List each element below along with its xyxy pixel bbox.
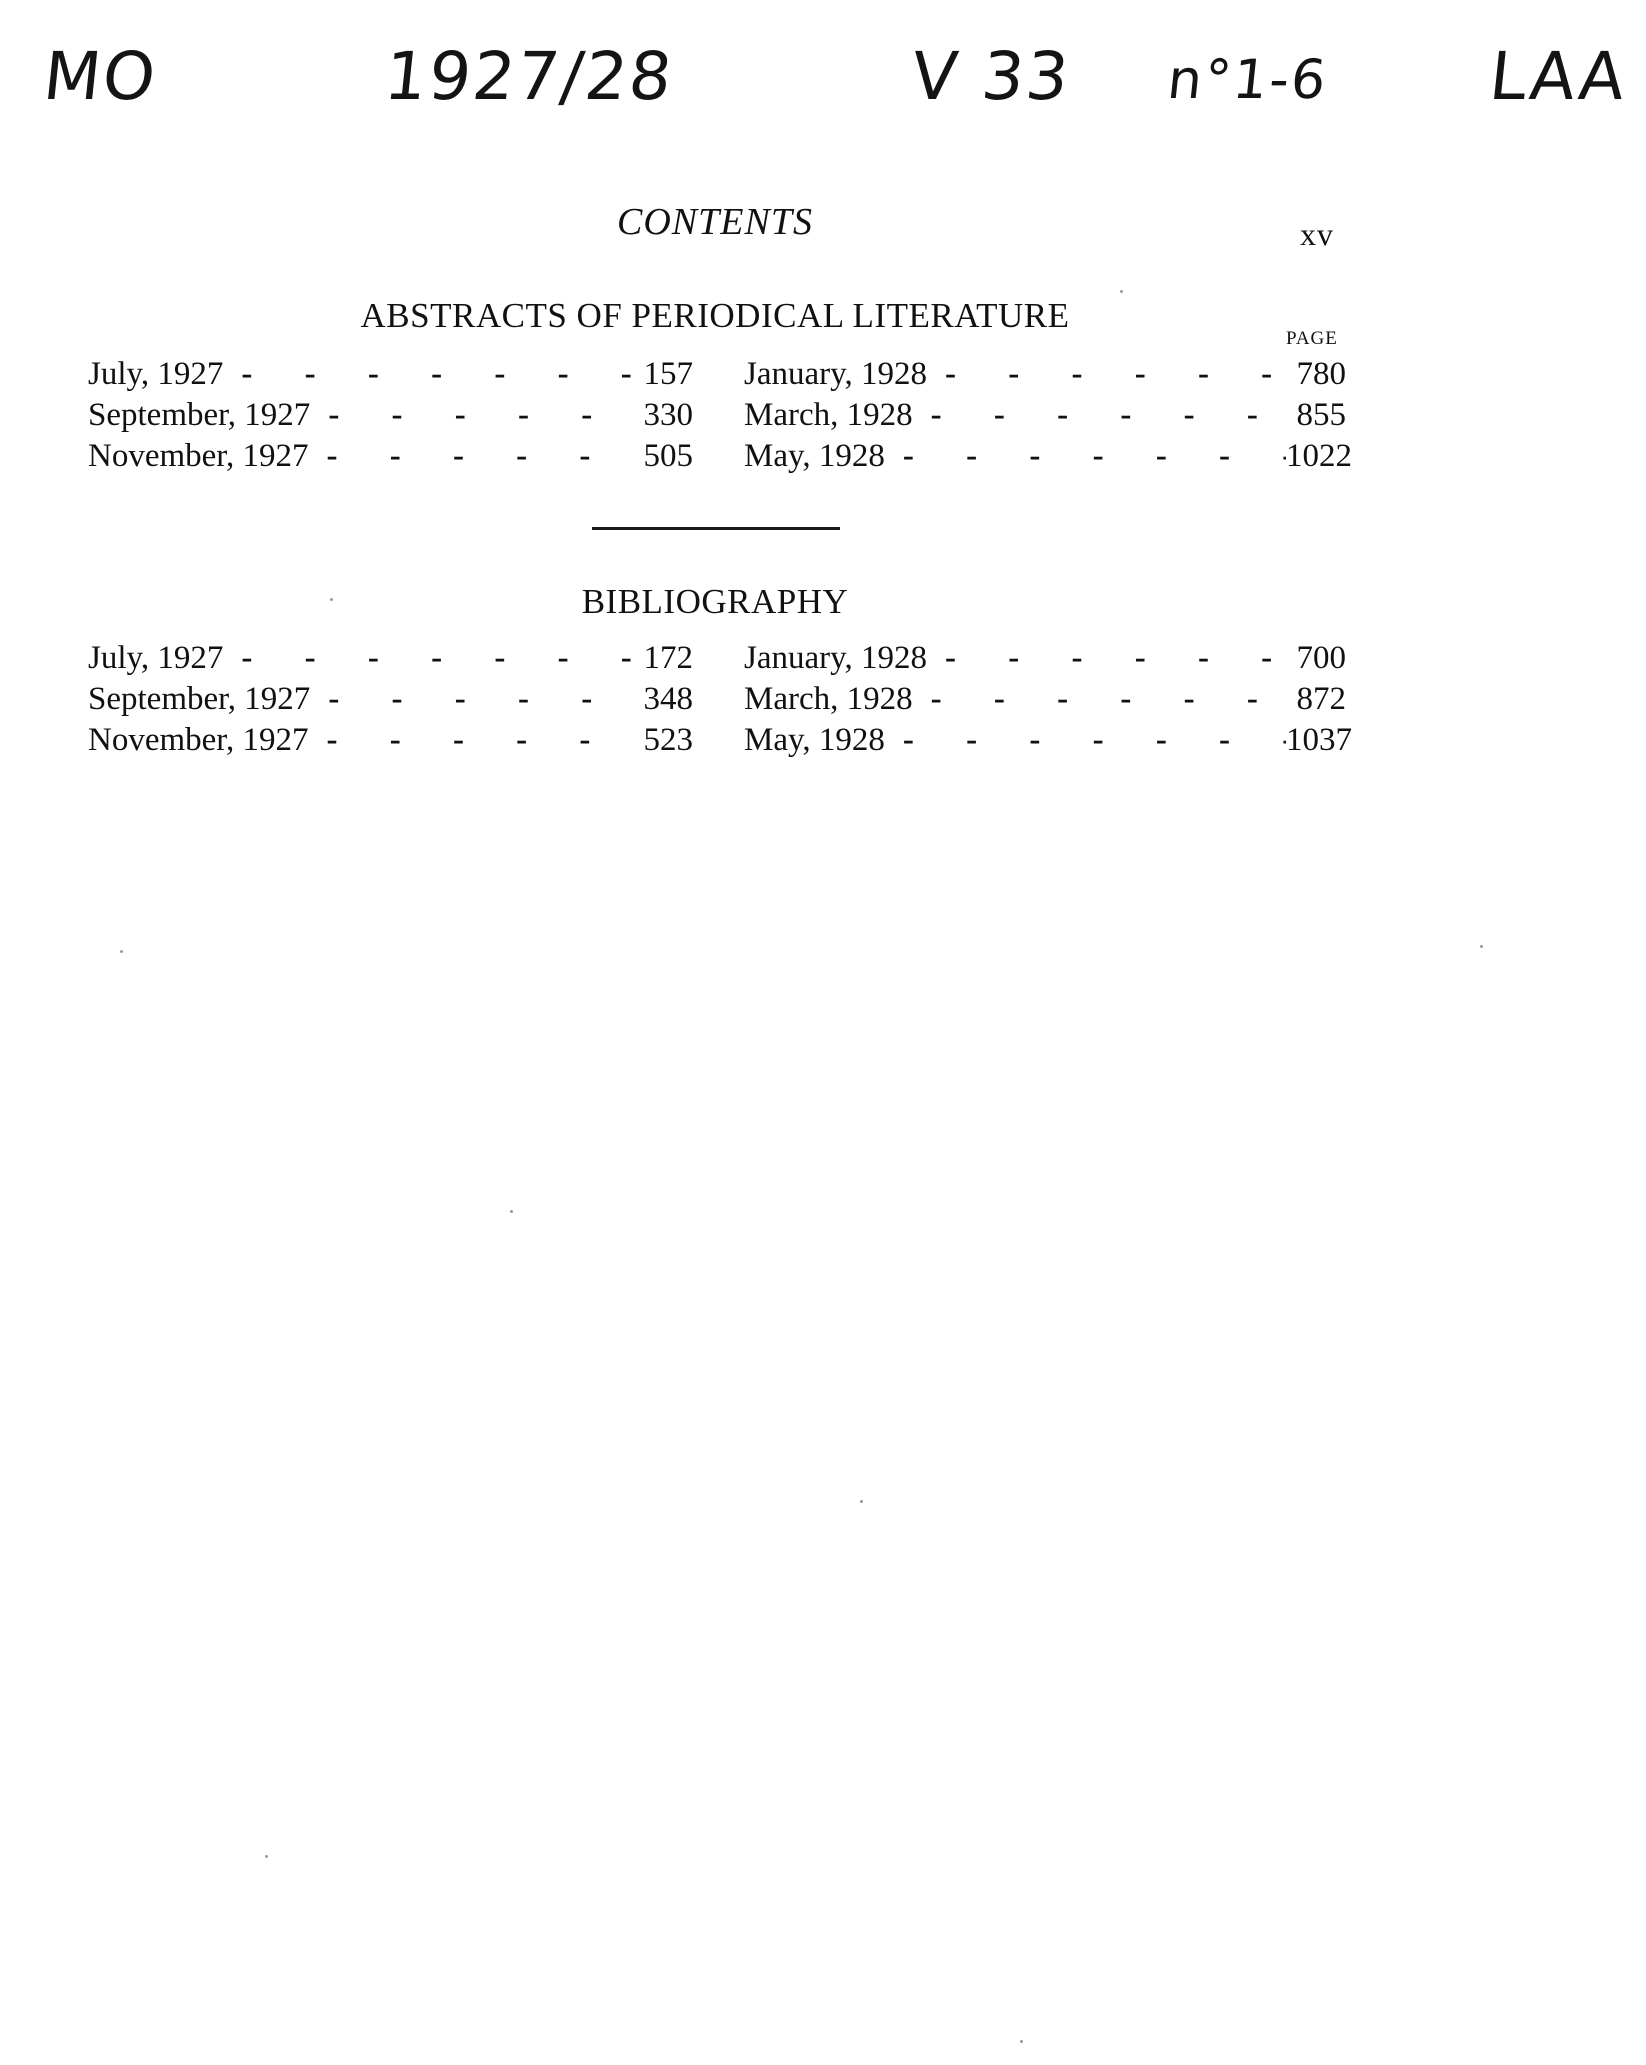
scan-speck xyxy=(860,1500,863,1503)
entry-label: January, 1928 xyxy=(744,356,927,392)
entry-page: 330 xyxy=(643,397,693,433)
handwritten-note: LAA xyxy=(1485,38,1631,115)
scan-speck xyxy=(330,598,333,601)
entry-label: May, 1928 xyxy=(744,722,885,758)
table-row xyxy=(88,638,1348,679)
contents-entry[interactable] xyxy=(88,720,693,761)
section-heading: BIBLIOGRAPHY xyxy=(581,582,849,621)
contents-entry[interactable] xyxy=(744,354,1346,395)
page-number: xv xyxy=(1300,216,1334,252)
entry-label: November, 1927 xyxy=(88,722,309,758)
entry-page: 157 xyxy=(643,356,693,392)
scan-speck xyxy=(120,950,123,953)
entry-page: 780 xyxy=(1296,356,1346,392)
contents-entry[interactable] xyxy=(744,436,1352,477)
entry-page: 172 xyxy=(643,640,693,676)
scan-speck xyxy=(265,1855,268,1858)
contents-entry[interactable] xyxy=(88,436,693,477)
entry-page: 872 xyxy=(1296,681,1346,717)
table-row xyxy=(88,436,1352,477)
running-head xyxy=(0,200,1646,260)
table-row xyxy=(88,720,1352,761)
section-divider xyxy=(592,527,840,530)
dot-leader xyxy=(885,436,1286,477)
entry-page: 700 xyxy=(1296,640,1346,676)
scan-speck xyxy=(1480,945,1483,948)
handwritten-note: MO xyxy=(39,38,161,115)
scan-speck xyxy=(1120,290,1123,293)
handwritten-note: V 33 xyxy=(907,38,1075,115)
contents-entry[interactable] xyxy=(744,720,1352,761)
dot-leader xyxy=(310,679,633,720)
section-heading: ABSTRACTS OF PERIODICAL LITERATURE xyxy=(360,296,1070,335)
dot-leader xyxy=(223,354,633,395)
scan-speck xyxy=(1020,2040,1023,2043)
entry-label: July, 1927 xyxy=(88,356,224,392)
dot-leader xyxy=(927,354,1286,395)
contents-table xyxy=(88,638,1352,761)
table-row xyxy=(88,354,1348,395)
contents-entry[interactable] xyxy=(744,638,1346,679)
dot-leader xyxy=(310,395,633,436)
dot-leader xyxy=(308,436,633,477)
contents-table xyxy=(88,354,1352,477)
contents-entry[interactable] xyxy=(88,354,693,395)
contents-entry[interactable] xyxy=(744,395,1346,436)
dot-leader xyxy=(308,720,633,761)
table-row xyxy=(88,395,1348,436)
handwritten-note: 1927/28 xyxy=(380,38,678,115)
entry-page: 348 xyxy=(643,681,693,717)
scan-speck xyxy=(510,1210,513,1213)
entry-label: March, 1928 xyxy=(744,397,913,433)
dot-leader xyxy=(223,638,633,679)
contents-entry[interactable] xyxy=(744,679,1346,720)
entry-label: May, 1928 xyxy=(744,438,885,474)
entry-label: September, 1927 xyxy=(88,397,311,433)
page-title: CONTENTS xyxy=(617,201,813,243)
dot-leader xyxy=(885,720,1286,761)
contents-entry[interactable] xyxy=(88,679,693,720)
entry-page: 523 xyxy=(643,722,693,758)
entry-page: 1037 xyxy=(1286,722,1352,758)
handwritten-annotations xyxy=(0,38,1646,148)
contents-entry[interactable] xyxy=(88,638,693,679)
contents-entry[interactable] xyxy=(88,395,693,436)
entry-page: 1022 xyxy=(1286,438,1352,474)
dot-leader xyxy=(927,638,1286,679)
entry-label: March, 1928 xyxy=(744,681,913,717)
page-column-label: PAGE xyxy=(1286,328,1338,349)
entry-label: September, 1927 xyxy=(88,681,311,717)
dot-leader xyxy=(913,679,1286,720)
table-row xyxy=(88,679,1348,720)
dot-leader xyxy=(913,395,1286,436)
entry-label: July, 1927 xyxy=(88,640,224,676)
entry-label: November, 1927 xyxy=(88,438,309,474)
entry-label: January, 1928 xyxy=(744,640,927,676)
entry-page: 855 xyxy=(1296,397,1346,433)
handwritten-note: n°1-6 xyxy=(1164,48,1331,111)
entry-page: 505 xyxy=(643,438,693,474)
